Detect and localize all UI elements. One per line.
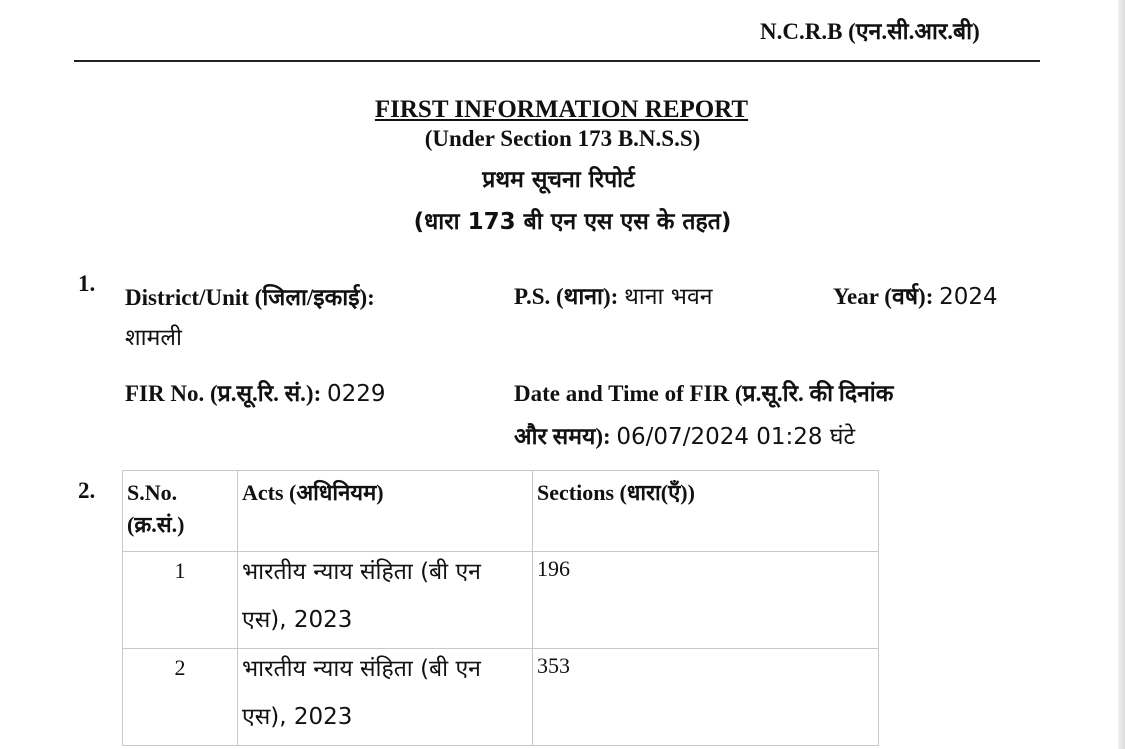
section-number-1: 1. bbox=[78, 271, 96, 296]
table-header-row bbox=[123, 471, 879, 552]
table-row bbox=[123, 552, 879, 649]
header-divider bbox=[74, 60, 1040, 62]
fir-number-label: FIR No. (प्र.सू.रि. सं.): bbox=[125, 381, 322, 406]
report-title: FIRST INFORMATION REPORT bbox=[374, 96, 749, 123]
column-header-sections bbox=[533, 471, 879, 552]
report-title-hindi: प्रथम सूचना रिपोर्ट bbox=[482, 167, 635, 193]
act-value: भारतीय न्याय संहिता (बी एन एस), 2023 bbox=[242, 559, 481, 633]
cell-section bbox=[533, 552, 879, 649]
district-value: शामली bbox=[125, 325, 182, 351]
column-header-sno bbox=[123, 471, 238, 552]
police-station-field bbox=[514, 279, 713, 311]
ps-value: थाना भवन bbox=[624, 284, 713, 310]
cell-section bbox=[533, 649, 879, 746]
fir-number-field bbox=[125, 376, 386, 408]
fir-datetime-label-line2: और समय): bbox=[514, 424, 611, 449]
fir-datetime-label-line1: Date and Time of FIR (प्र.सू.रि. की दिनांक bbox=[514, 381, 894, 406]
report-subtitle-hindi: (धारा 173 बी एन एस एस के तहत) bbox=[413, 209, 732, 235]
table-row bbox=[123, 649, 879, 746]
district-label: District/Unit (जिला/इकाई): bbox=[125, 285, 375, 310]
cell-sno bbox=[123, 649, 238, 746]
cell-act bbox=[238, 649, 533, 746]
report-subtitle: (Under Section 173 B.N.S.S) bbox=[424, 126, 701, 151]
cell-act bbox=[238, 552, 533, 649]
year-value: 2024 bbox=[939, 284, 998, 310]
cell-sno bbox=[123, 552, 238, 649]
ps-label: P.S. (थाना): bbox=[514, 284, 619, 309]
column-header-sections-label: Sections (धारा(एँ)) bbox=[537, 480, 695, 505]
fir-number-value: 0229 bbox=[327, 381, 386, 407]
sno-value: 1 bbox=[174, 558, 186, 583]
act-value: भारतीय न्याय संहिता (बी एन एस), 2023 bbox=[242, 656, 481, 730]
ncrb-label: N.C.R.B (एन.सी.आर.बी) bbox=[760, 19, 980, 44]
column-header-acts-label: Acts (अधिनियम) bbox=[242, 480, 384, 505]
column-header-acts bbox=[238, 471, 533, 552]
fir-datetime-value: 06/07/2024 01:28 घंटे bbox=[616, 424, 856, 450]
sno-value: 2 bbox=[174, 655, 186, 680]
section-value: 196 bbox=[537, 556, 570, 581]
column-header-sno-line1: S.No. bbox=[127, 480, 178, 505]
section-number-2: 2. bbox=[78, 478, 96, 503]
year-field bbox=[833, 279, 998, 311]
section-value: 353 bbox=[537, 653, 570, 678]
column-header-sno-line2: (क्र.सं.) bbox=[127, 512, 185, 537]
year-label: Year (वर्ष): bbox=[833, 284, 934, 309]
acts-sections-table bbox=[122, 470, 879, 746]
fir-datetime-field bbox=[514, 419, 855, 451]
